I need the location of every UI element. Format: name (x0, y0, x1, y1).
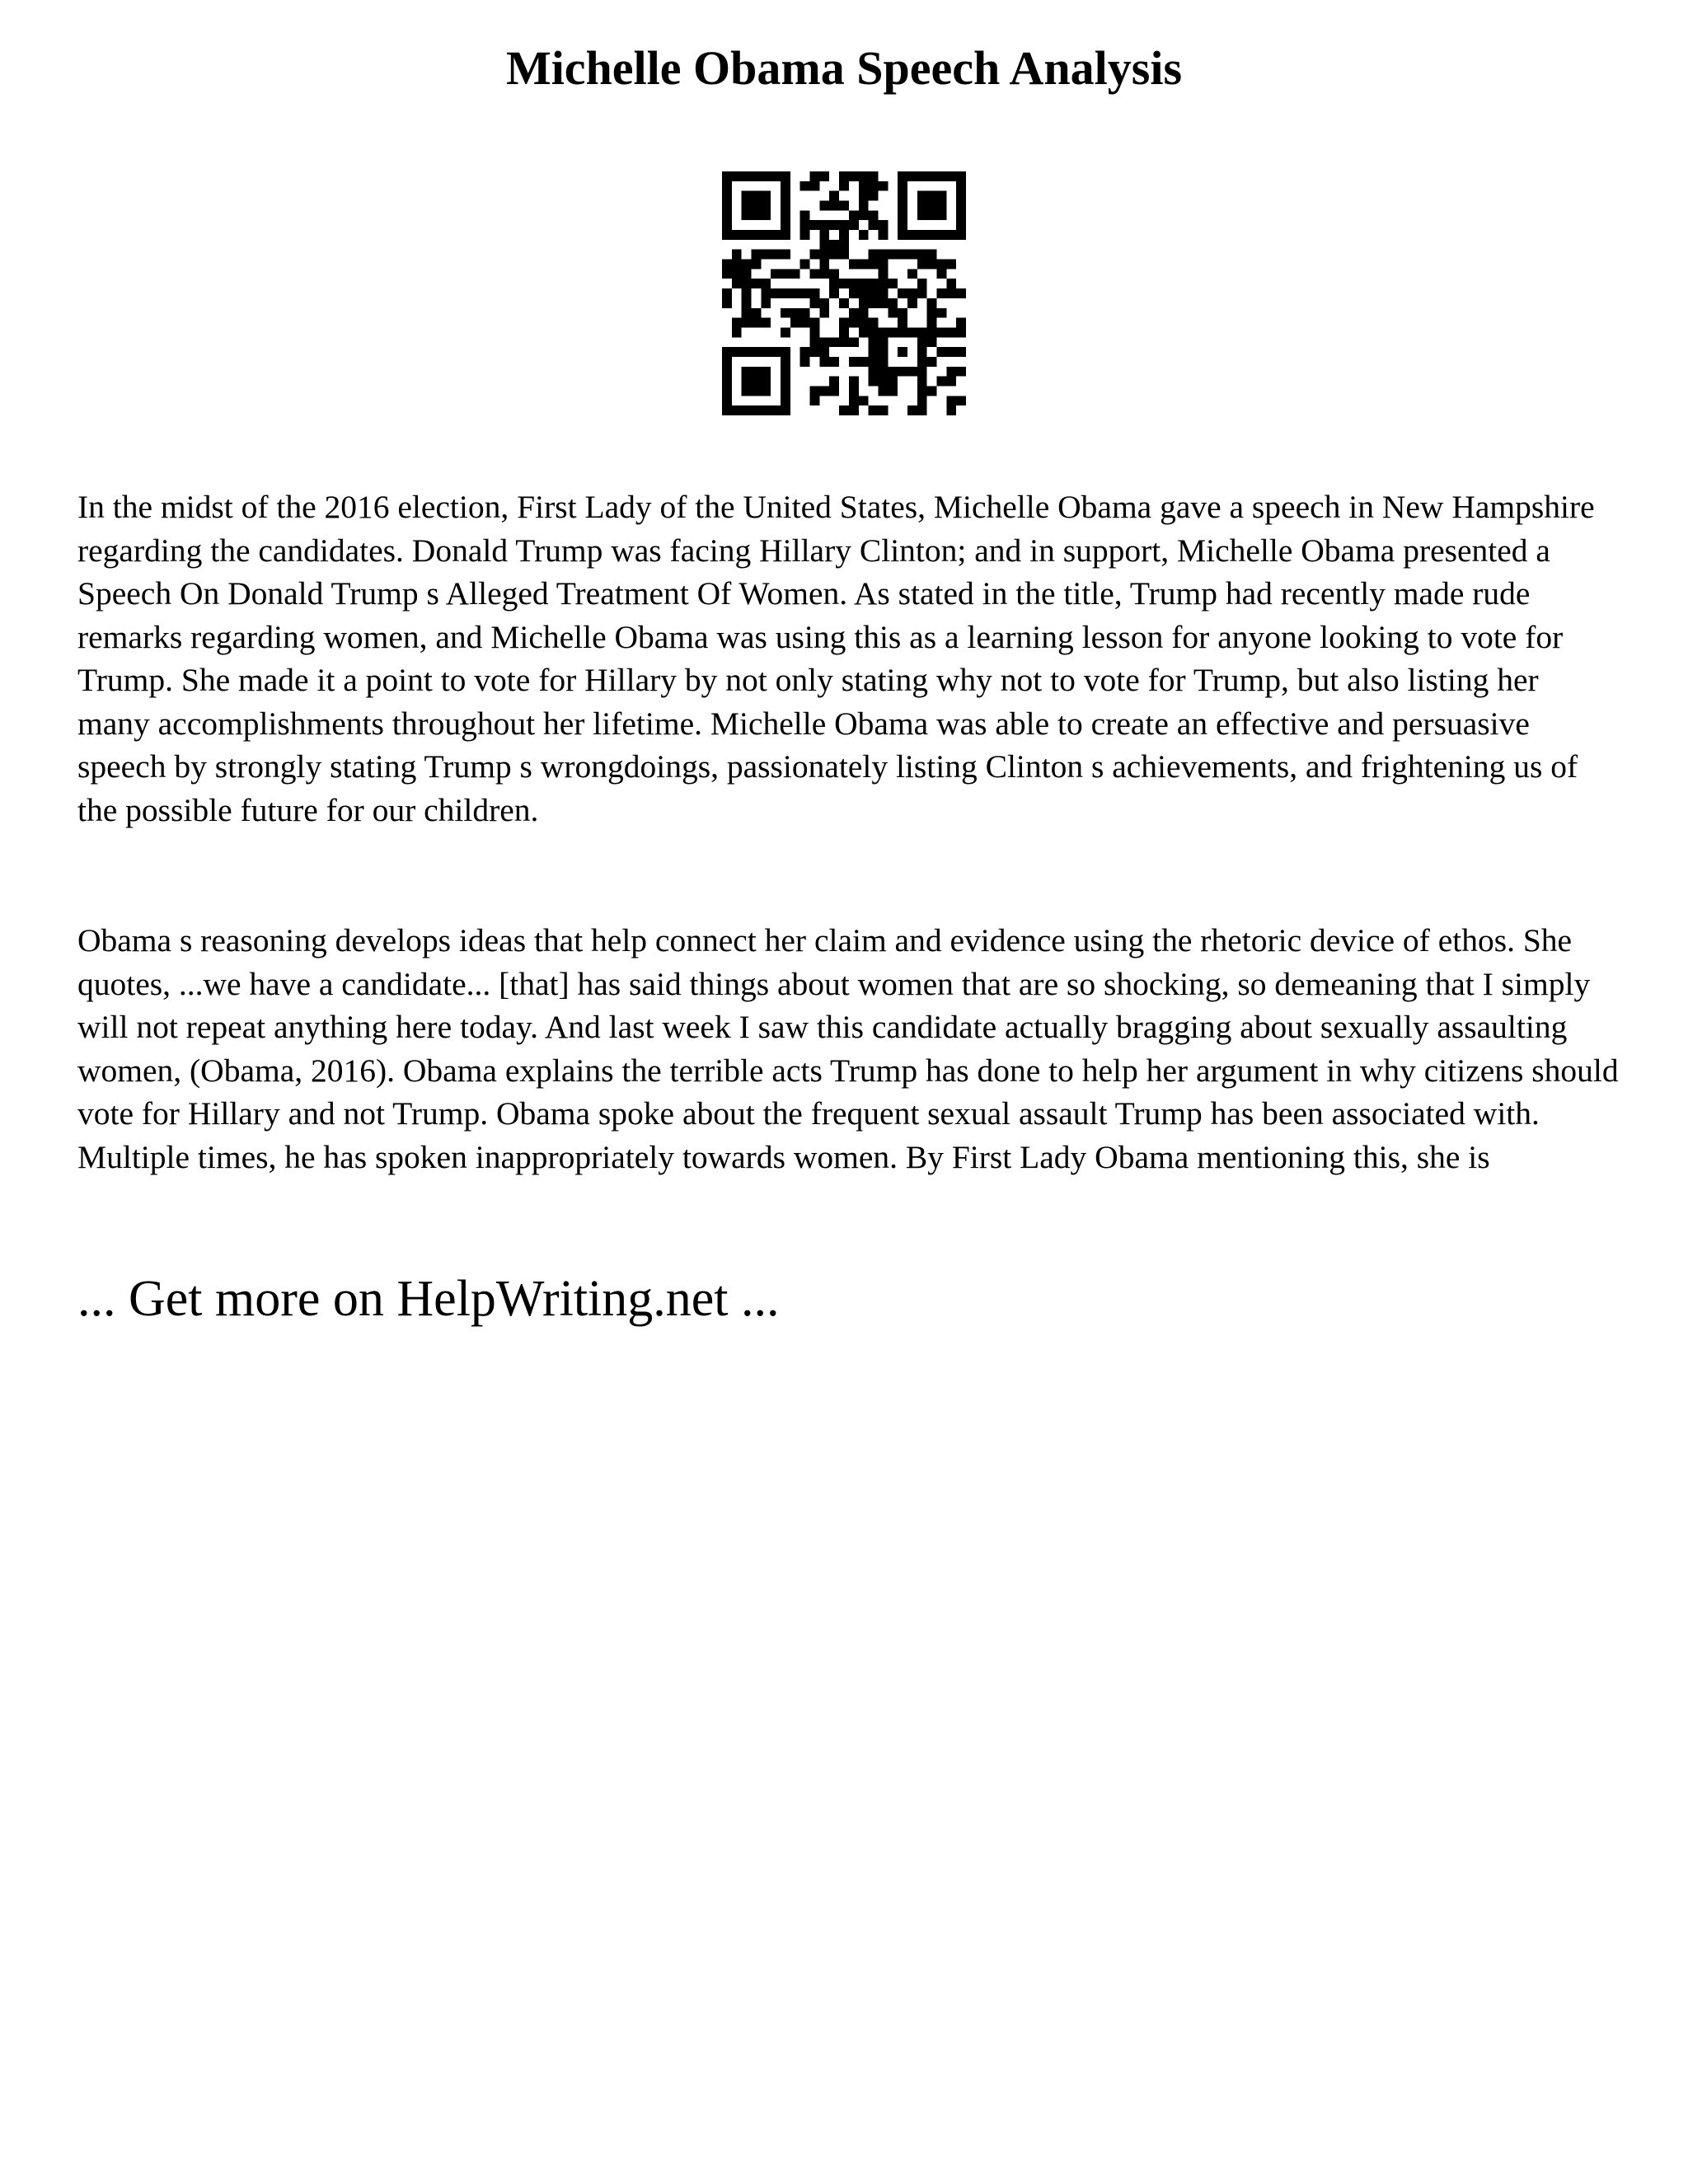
paragraph-1: In the midst of the 2016 election, First Lady of the United States, Michelle Obama gave a speech in New Hampshire regarding the candidates. Donald Trump was facing Hillary Clinton; and in support, Michelle Obama presented a Speech On Donald Trump s Alleged Treatment Of Women. As stated in the title, Trump had recently made rude remarks regarding women, and Michelle Obama was using this as a learning lesson for anyone looking to vote for Trump. She made it a point to vote for Hillary by not only stating why not to vote for Trump, but also listing her many accomplishments throughout her lifetime. Michelle Obama was able to create an effective and persuasive speech by strongly stating Trump s wrongdoings, passionately listing Clinton s achievements, and frightening us of the possible future for our children. (77, 489, 1595, 828)
get-more-link[interactable]: ... Get more on HelpWriting.net ... (77, 1271, 780, 1327)
qr-code-icon (722, 171, 966, 415)
paragraph-2: Obama s reasoning develops ideas that help connect her claim and evidence using the rhetoric device of ethos. She quotes, ...we have a candidate... [that] has said things about women that are so shocking, so demeaning that I simply will not repeat anything here today. And last week I saw this candidate actually bragging about sexually assaulting women, (Obama, 2016). Obama explains the terrible acts Trump has done to help her argument in why citizens should vote for Hillary and not Trump. Obama spoke about the frequent sexual assault Trump has been associated with. Multiple times, he has spoken inappropriately towards women. By First Lady Obama mentioning this, she is (77, 922, 1619, 1175)
page-title: Michelle Obama Speech Analysis (505, 41, 1183, 95)
